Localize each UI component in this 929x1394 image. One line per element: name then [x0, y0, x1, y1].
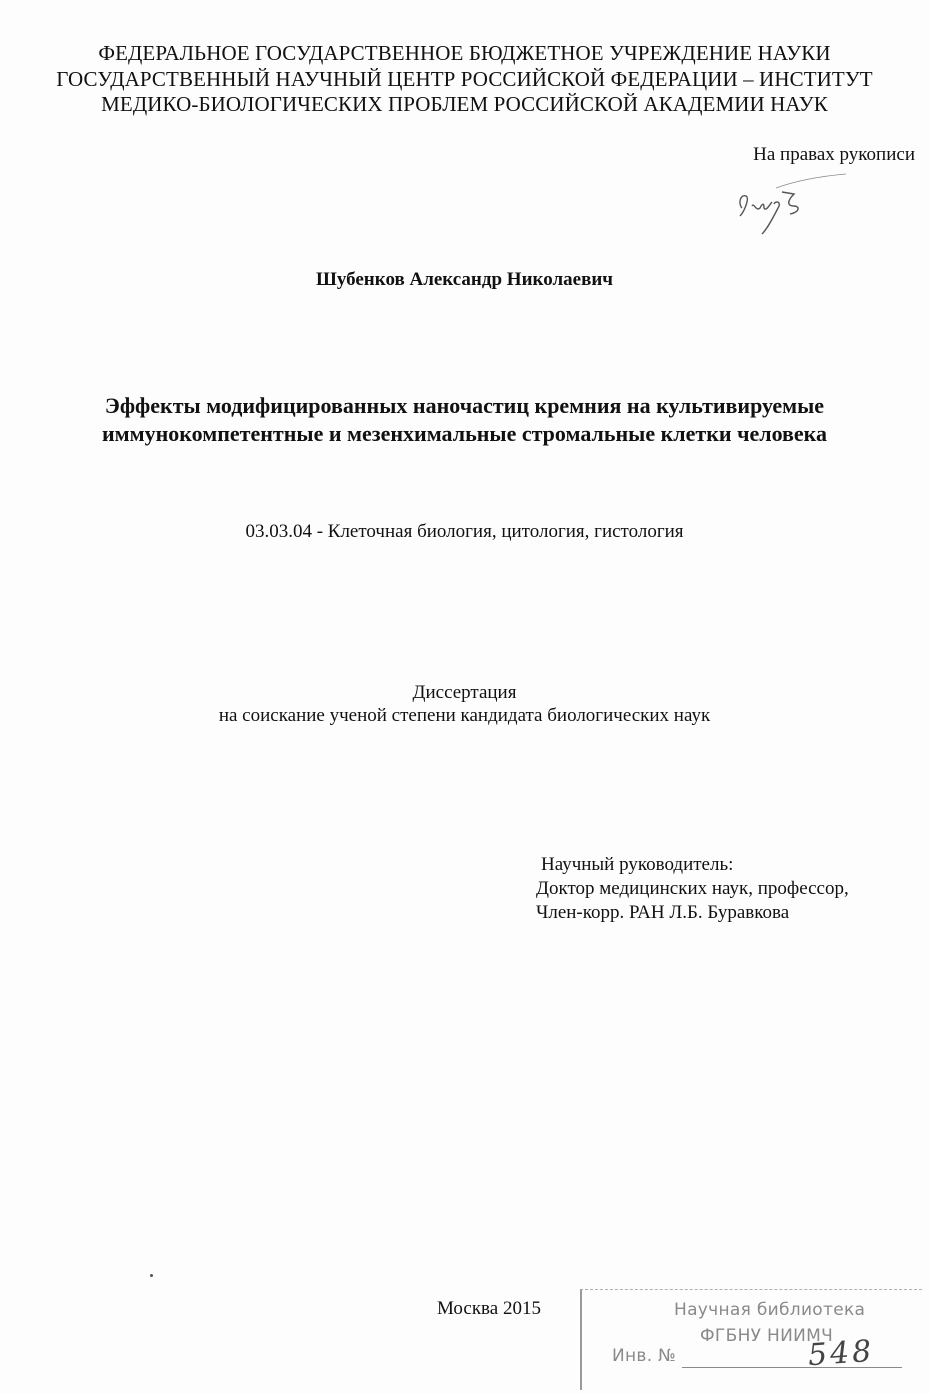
library-stamp — [580, 1289, 922, 1390]
institution-line-2: ГОСУДАРСТВЕННЫЙ НАУЧНЫЙ ЦЕНТР РОССИЙСКОЙ ФЕДЕРАЦИИ – ИНСТИТУТ — [56, 67, 873, 91]
stamp-library-name: Научная библиотека — [674, 1300, 866, 1320]
stamp-inventory-label: Инв. № — [612, 1346, 677, 1366]
dissertation-label: Диссертация — [412, 682, 517, 703]
specialty-code: 03.03.04 - Клеточная биология, цитология, гистология — [245, 521, 684, 542]
handwritten-signature — [728, 172, 848, 242]
institution-line-3: МЕДИКО-БИОЛОГИЧЕСКИХ ПРОБЛЕМ РОССИЙСКОЙ АКАДЕМИИ НАУК — [101, 92, 828, 116]
thesis-title-line-1: Эффекты модифицированных наночастиц кремния на культивируемые — [104, 393, 825, 418]
scan-speck — [150, 1274, 153, 1277]
stamp-inventory-number: 548 — [806, 1333, 876, 1374]
city-year: Москва 2015 — [437, 1298, 541, 1319]
supervisor-name: Член-корр. РАН Л.Б. Буравкова — [536, 902, 790, 923]
stamp-institute-name: ФГБНУ НИИМЧ — [700, 1326, 834, 1346]
supervisor-label: Научный руководитель: — [541, 854, 734, 875]
supervisor-title: Доктор медицинских наук, профессор, — [536, 878, 849, 899]
author-name: Шубенков Александр Николаевич — [316, 269, 613, 290]
degree-statement: на соискание ученой степени кандидата биологических наук — [218, 705, 711, 726]
rights-note: На правах рукописи — [753, 144, 915, 165]
thesis-title-line-2: иммунокомпетентные и мезенхимальные стромальные клетки человека — [101, 421, 828, 446]
institution-line-1: ФЕДЕРАЛЬНОЕ ГОСУДАРСТВЕННОЕ БЮДЖЕТНОЕ УЧРЕЖДЕНИЕ НАУКИ — [98, 41, 831, 65]
